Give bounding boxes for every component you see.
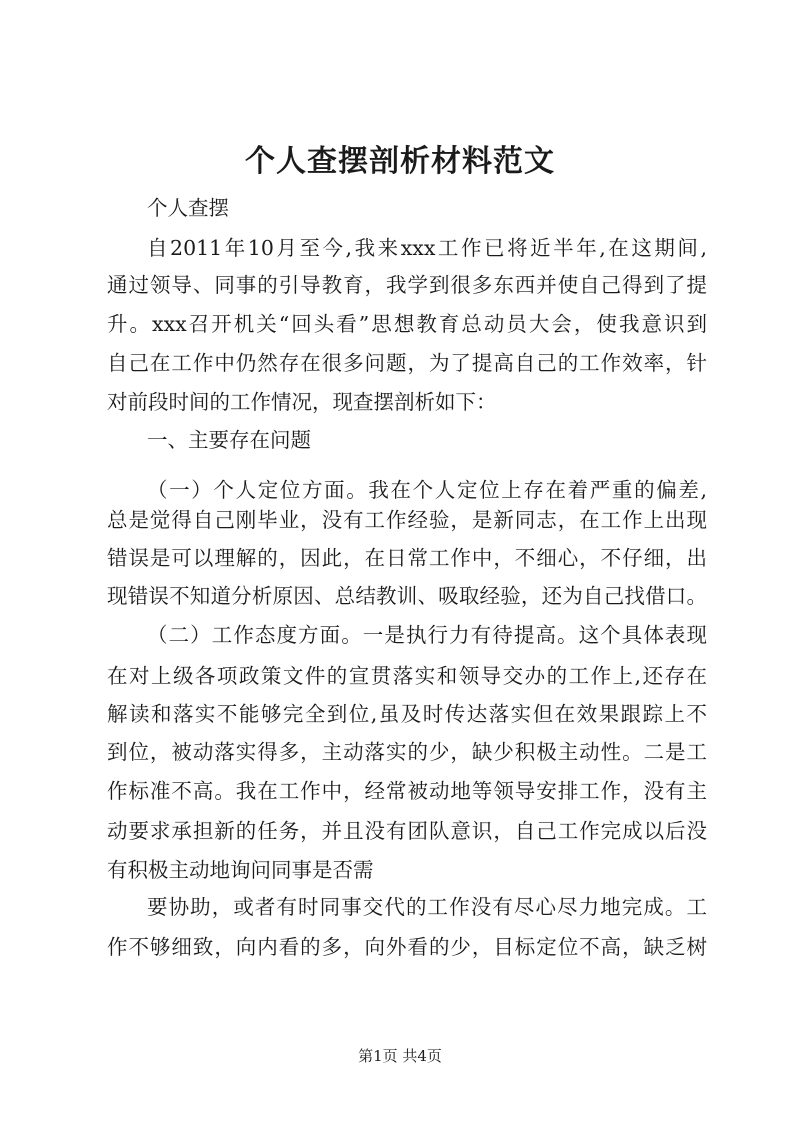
section-heading-main-problems: 一、主要存在问题 <box>147 428 311 452</box>
paragraph-line: 要协助，或者有时同事交代的工作没有尽心尽力地完成。工 <box>147 895 707 919</box>
paragraph-line: 错误是可以理解的，因此，在日常工作中，不细心，不仔细，出 <box>107 546 707 570</box>
paragraph-line: 作标准不高。我在工作中，经常被动地等领导安排工作，没有主 <box>107 779 707 803</box>
paragraph-line: 解读和落实不能够完全到位,虽及时传达落实但在效果跟踪上不 <box>107 702 707 726</box>
paragraph-line: 通过领导、同事的引导教育，我学到很多东西并使自己得到了提 <box>107 273 707 297</box>
paragraph-line: 自2011年10月至今,我来xxx工作已将近半年,在这期间, <box>147 236 707 260</box>
paragraph-line: 总是觉得自己刚毕业，没有工作经验，是新同志，在工作上出现 <box>107 508 707 532</box>
paragraph-line: 自己在工作中仍然存在很多问题，为了提高自己的工作效率，针 <box>107 351 707 375</box>
document-title: 个人查摆剖析材料范文 <box>245 144 555 179</box>
paragraph-line: 动要求承担新的任务，并且没有团队意识，自己工作完成以后没 <box>107 819 707 843</box>
paragraph-line: （二）工作态度方面。一是执行力有待提高。这个具体表现 <box>147 623 707 647</box>
paragraph-line: 到位，被动落实得多，主动落实的少，缺少积极主动性。二是工 <box>107 740 707 764</box>
paragraph-line: 在对上级各项政策文件的宣贯落实和领导交办的工作上,还存在 <box>107 664 707 688</box>
paragraph-line: 有积极主动地询问同事是否需 <box>107 858 374 882</box>
paragraph-line: 现错误不知道分析原因、总结教训、吸取经验，还为自己找借口。 <box>107 584 707 608</box>
page-number-footer: 第1页 共4页 <box>358 1047 442 1065</box>
paragraph-line: 升。xxx召开机关“回头看”思想教育总动员大会，使我意识到 <box>107 312 707 336</box>
paragraph-line: 对前段时间的工作情况，现查摆剖析如下： <box>107 390 497 414</box>
paragraph-line: （一）个人定位方面。我在个人定位上存在着严重的偏差, <box>147 478 707 502</box>
section-heading-personal-review: 个人查摆 <box>147 196 229 220</box>
paragraph-line: 作不够细致，向内看的多，向外看的少，目标定位不高，缺乏树 <box>107 935 707 959</box>
